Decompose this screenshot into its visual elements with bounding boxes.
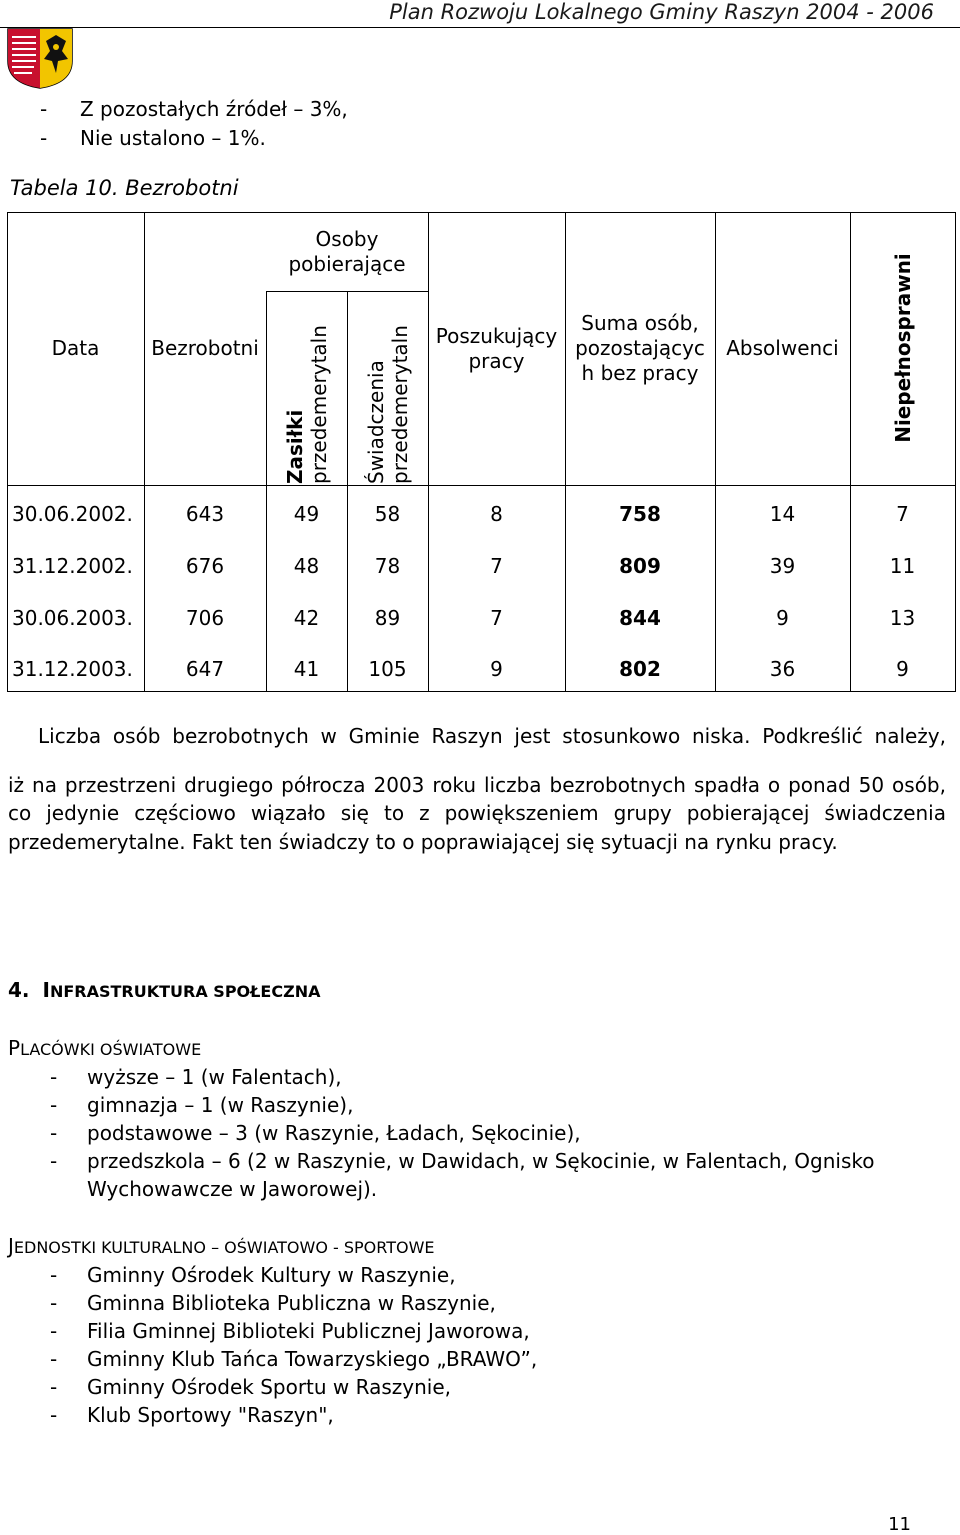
table-caption: Tabela 10. Bezrobotni: [10, 176, 239, 200]
list-item: - wyższe – 1 (w Falentach),: [50, 1065, 342, 1089]
unemployment-table: [7, 212, 956, 692]
list-item: - Gminny Ośrodek Sportu w Raszynie,: [50, 1375, 452, 1399]
source-list: [40, 95, 348, 153]
table-row: 30.06.2002. 643 49 58 8 758 14 7: [12, 502, 909, 526]
list-item: - Nie ustalono – 1%.: [40, 126, 266, 150]
header-zasilki: Zasiłki przedemerytaln: [283, 325, 331, 484]
section-heading: 4. INFRASTRUKTURA SPOŁECZNA: [8, 978, 321, 1002]
unemployment-paragraph: Liczba osób bezrobotnych w Gminie Raszyn jest stosunkowo niska. Podkreślić należy, iż na przestrzeni drugiego półrocza 2003 roku liczba bezrobotnych spadła o ponad 50 osób, co jedynie częściowo wiązało się to z powiększeniem grupy pobierającej świadczenia przedemerytalne. Fakt ten świadczy to o poprawiającej się sytuacji na rynku pracy.: [8, 724, 946, 854]
header-swiadczenia: Świadczenia przedemerytaln: [364, 325, 412, 484]
list-item: - Klub Sportowy "Raszyn",: [50, 1403, 334, 1427]
jednostki-list: [50, 1261, 950, 1429]
table-row: 31.12.2003. 647 41 105 9 802 36 9: [12, 657, 909, 681]
list-item: - Z pozostałych źródeł – 3%,: [40, 97, 348, 121]
header-osoby-pobierajace: Osoby pobierające: [288, 226, 406, 276]
header-absolwenci: Absolwenci: [726, 336, 839, 360]
placowki-list: [50, 1063, 950, 1203]
header-niepelnosprawni: Niepełnosprawni: [891, 253, 915, 443]
list-item: - przedszkola – 6 (2 w Raszynie, w Dawidach, w Sękocinie, w Falentach, Ognisko Wychowawcze w Jaworowej).: [50, 1149, 875, 1201]
page-number: 11: [888, 1514, 911, 1535]
list-item: - podstawowe – 3 (w Raszynie, Ładach, Sękocinie),: [50, 1121, 581, 1145]
document-header-title: Plan Rozwoju Lokalnego Gminy Raszyn 2004 - 2006: [389, 0, 934, 24]
list-item: - Gminna Biblioteka Publiczna w Raszynie,: [50, 1291, 496, 1315]
header-rule: [0, 27, 960, 28]
coat-of-arms-logo: [6, 27, 74, 89]
header-poszukujacy: Poszukujący pracy: [435, 323, 558, 373]
placowki-heading: PLACÓWKI OŚWIATOWE: [8, 1036, 202, 1060]
list-item: - Gminny Klub Tańca Towarzyskiego „BRAWO”,: [50, 1347, 538, 1371]
jednostki-heading: JEDNOSTKI KULTURALNO – OŚWIATOWO - SPORTOWE: [8, 1234, 435, 1258]
table-row: 31.12.2002. 676 48 78 7 809 39 11: [12, 554, 916, 578]
list-item: - Filia Gminnej Biblioteki Publicznej Jaworowa,: [50, 1319, 530, 1343]
header-bezrobotni: Bezrobotni: [151, 336, 259, 360]
list-item: - gimnazja – 1 (w Raszynie),: [50, 1093, 354, 1117]
header-suma: Suma osób, pozostającyc h bez pracy: [575, 311, 705, 385]
table-row: 30.06.2003. 706 42 89 7 844 9 13: [12, 606, 916, 630]
list-item: - Gminny Ośrodek Kultury w Raszynie,: [50, 1263, 456, 1287]
header-data: Data: [51, 336, 100, 360]
